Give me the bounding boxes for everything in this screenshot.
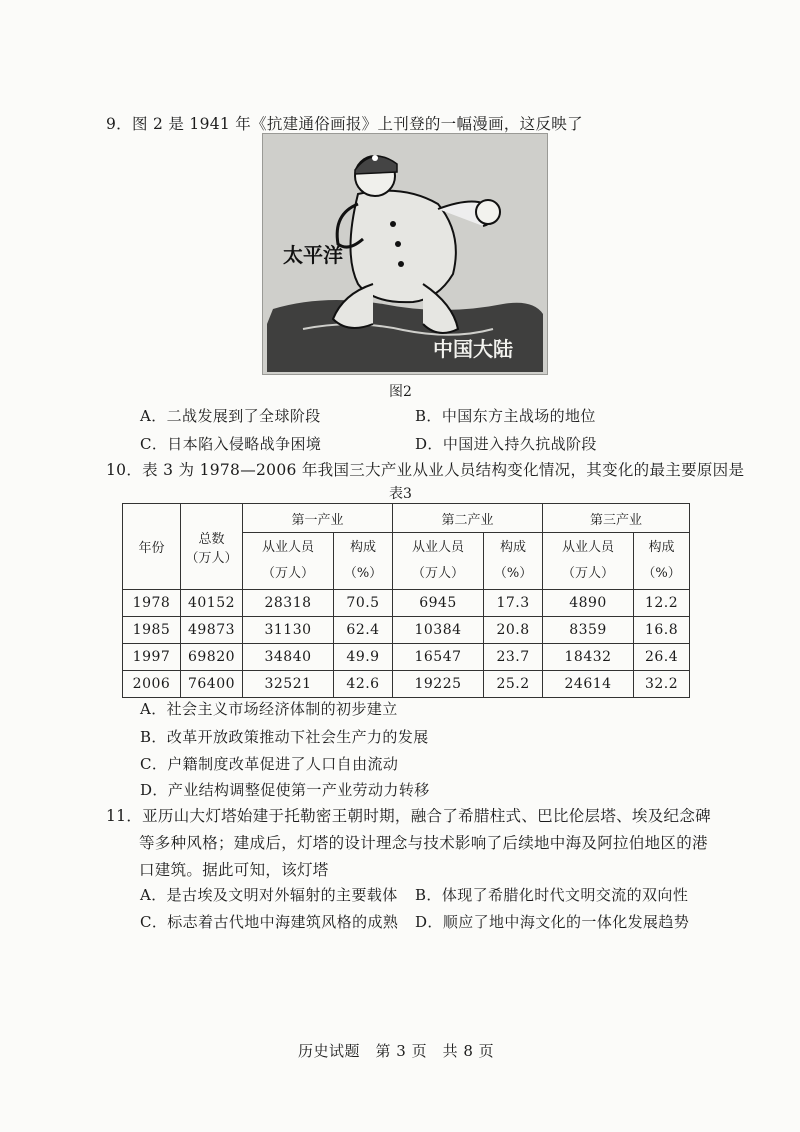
q9-option-d: D．中国进入持久抗战阶段: [415, 435, 597, 453]
group-header-tertiary: 第三产业: [543, 504, 690, 533]
cartoon-illustration: [263, 134, 547, 374]
table-row: 1997 69820 34840 49.9 16547 23.7 18432 26.4: [123, 644, 690, 671]
sub-header-share: 构成 （%）: [334, 533, 393, 590]
q9-option-c: C．日本陷入侵略战争困境: [140, 435, 322, 453]
q11-option-b: B．体现了希腊化时代文明交流的双向性: [415, 886, 689, 904]
q9-stem: 9．图 2 是 1941 年《抗建通俗画报》上刊登的一幅漫画，这反映了: [106, 115, 583, 133]
group-header-secondary: 第二产业: [393, 504, 543, 533]
q10-option-a: A．社会主义市场经济体制的初步建立: [140, 700, 398, 718]
sub-header-people: 从业人员 （万人）: [543, 533, 634, 590]
table-row: 1985 49873 31130 62.4 10384 20.8 8359 16.8: [123, 617, 690, 644]
q10-option-d: D．产业结构调整促使第一产业劳动力转移: [140, 781, 430, 799]
col-header-year: 年份: [123, 504, 181, 590]
q9-option-a: A．二战发展到了全球阶段: [140, 407, 321, 425]
page-footer: 历史试题 第 3 页 共 8 页: [298, 1042, 495, 1060]
q9-figure-caption: 图2: [389, 384, 412, 400]
cartoon-text-mainland: 中国大陆: [433, 337, 513, 361]
q11-option-c: C．标志着古代地中海建筑风格的成熟: [140, 913, 399, 931]
q11-stem-line-3: 口建筑。据此可知，该灯塔: [139, 861, 329, 879]
q11-stem-line-1: 11．亚历山大灯塔始建于托勒密王朝时期，融合了希腊柱式、巴比伦层塔、埃及纪念碑: [106, 807, 711, 825]
table-row: 1978 40152 28318 70.5 6945 17.3 4890 12.2: [123, 590, 690, 617]
col-header-total: 总数 （万人）: [181, 504, 243, 590]
q11-stem-line-2: 等多种风格；建成后，灯塔的设计理念与技术影响了后续地中海及阿拉伯地区的港: [139, 834, 708, 852]
sub-header-people: 从业人员 （万人）: [243, 533, 334, 590]
cartoon-text-pacific: 太平洋: [283, 243, 343, 267]
sub-header-share: 构成 （%）: [484, 533, 543, 590]
q10-option-b: B．改革开放政策推动下社会生产力的发展: [140, 728, 429, 746]
group-header-primary: 第一产业: [243, 504, 393, 533]
q10-option-c: C．户籍制度改革促进了人口自由流动: [140, 755, 399, 773]
sub-header-share: 构成 （%）: [634, 533, 690, 590]
table-row: 2006 76400 32521 42.6 19225 25.2 24614 32.2: [123, 671, 690, 698]
q9-option-b: B．中国东方主战场的地位: [415, 407, 596, 425]
q10-data-table: [122, 503, 690, 698]
sub-header-people: 从业人员 （万人）: [393, 533, 484, 590]
q10-stem: 10．表 3 为 1978—2006 年我国三大产业从业人员结构变化情况，其变化的最主要原因是: [106, 461, 745, 479]
q11-option-d: D．顺应了地中海文化的一体化发展趋势: [415, 913, 690, 931]
q10-table-caption: 表3: [389, 486, 412, 502]
q9-cartoon-image: [262, 133, 548, 375]
q11-option-a: A．是古埃及文明对外辐射的主要载体: [140, 886, 398, 904]
